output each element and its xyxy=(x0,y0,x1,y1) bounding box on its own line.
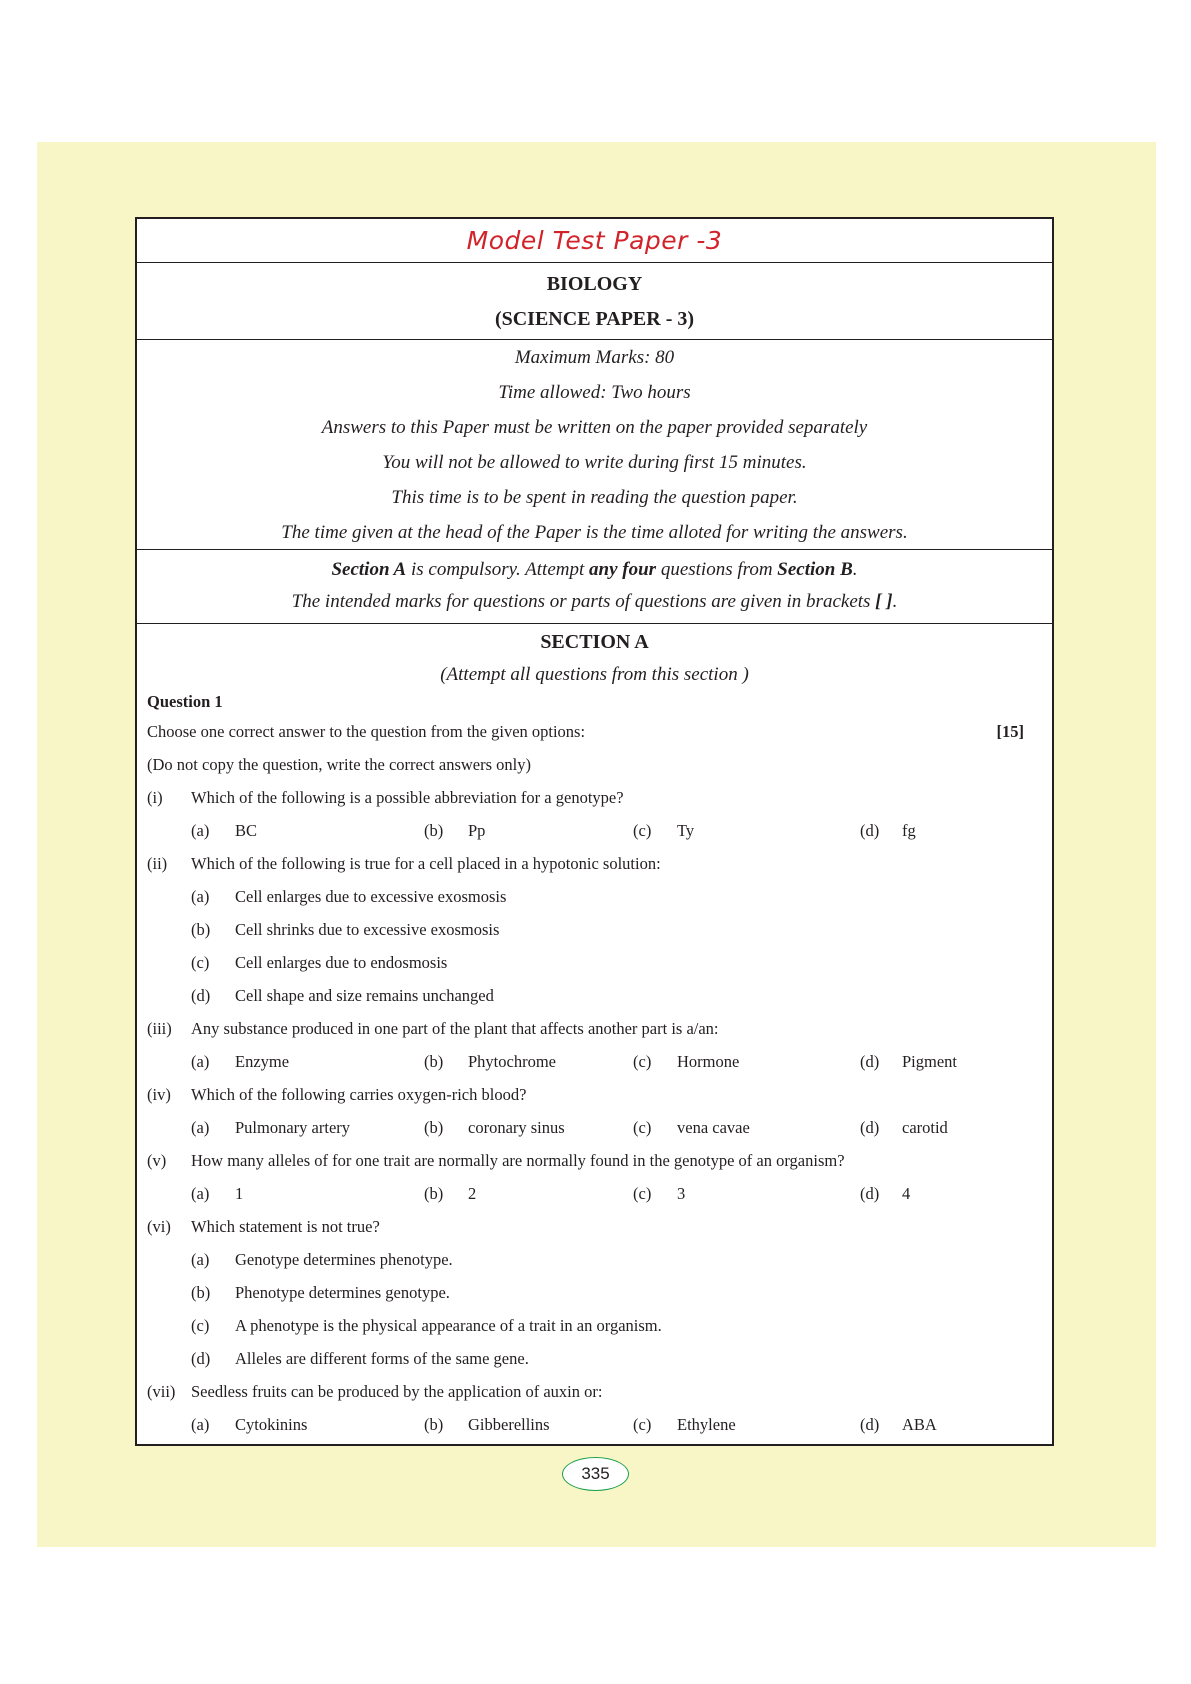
option-text: Pulmonary artery xyxy=(235,1118,351,1137)
option-label: (b) xyxy=(424,1415,444,1434)
option-line xyxy=(137,951,1052,975)
option-line xyxy=(137,1281,1052,1305)
instruction-line: The time given at the head of the Paper is the time alloted for writing the answers. xyxy=(281,522,908,543)
option-label: (b) xyxy=(191,1283,211,1302)
question-text: Which of the following is a possible abbreviation for a genotype? xyxy=(191,788,624,807)
option-line xyxy=(137,1314,1052,1338)
sub-question xyxy=(137,1215,1052,1239)
compulsory-note: Section A is compulsory. Attempt any four questions from Section B. xyxy=(331,559,858,580)
option-text: Pigment xyxy=(902,1052,958,1071)
option-label: (a) xyxy=(191,1184,210,1203)
question-text: Any substance produced in one part of the plant that affects another part is a/an: xyxy=(191,1019,719,1038)
question-marks: [15] xyxy=(996,722,1024,741)
question-number: (iv) xyxy=(147,1085,171,1104)
question-text: Which of the following is true for a cell placed in a hypotonic solution: xyxy=(191,854,661,873)
option-line xyxy=(137,918,1052,942)
option-text: Phenotype determines genotype. xyxy=(235,1283,450,1302)
option-text: A phenotype is the physical appearance of a trait in an organism. xyxy=(235,1316,662,1335)
question-note-line xyxy=(137,753,1052,777)
option-line xyxy=(137,984,1052,1008)
sub-question xyxy=(137,852,1052,876)
option-text: carotid xyxy=(902,1118,948,1137)
question-label: Question 1 xyxy=(147,692,223,711)
option-label: (b) xyxy=(424,1184,444,1203)
instruction-line: Answers to this Paper must be written on the paper provided separately xyxy=(321,417,868,438)
question-number: (iii) xyxy=(147,1019,172,1038)
option-label: (d) xyxy=(860,1415,880,1434)
sub-question xyxy=(137,1149,1052,1173)
question-instruction: Choose one correct answer to the question from the given options: xyxy=(147,722,586,741)
option-label: (c) xyxy=(633,1118,652,1137)
option-text: ABA xyxy=(902,1415,937,1434)
option-label: (d) xyxy=(860,1052,880,1071)
question-label-line xyxy=(137,690,1052,714)
option-label: (c) xyxy=(191,953,210,972)
option-text: Gibberellins xyxy=(468,1415,550,1434)
sub-question xyxy=(137,1017,1052,1041)
option-text: Genotype determines phenotype. xyxy=(235,1250,453,1269)
option-text: Pp xyxy=(468,821,486,840)
option-label: (c) xyxy=(191,1316,210,1335)
question-number: (vi) xyxy=(147,1217,171,1236)
question-instruction-line xyxy=(137,720,1052,744)
option-text: Hormone xyxy=(677,1052,740,1071)
option-text: 2 xyxy=(468,1184,477,1203)
question-text: Which statement is not true? xyxy=(191,1217,380,1236)
options-row xyxy=(137,1413,1052,1437)
instruction-line: This time is to be spent in reading the question paper. xyxy=(391,487,798,508)
option-text: Ethylene xyxy=(677,1415,736,1434)
question-number: (vii) xyxy=(147,1382,176,1401)
option-text: Cytokinins xyxy=(235,1415,308,1434)
question-text: Seedless fruits can be produced by the application of auxin or: xyxy=(191,1382,603,1401)
option-line xyxy=(137,1347,1052,1371)
option-label: (b) xyxy=(191,920,211,939)
option-text: Phytochrome xyxy=(468,1052,556,1071)
option-text: 4 xyxy=(902,1184,911,1203)
section-heading: SECTION A xyxy=(540,631,649,653)
option-label: (a) xyxy=(191,1052,210,1071)
question-text: How many alleles of for one trait are normally are normally found in the genotype of an organism? xyxy=(191,1151,845,1170)
options-row xyxy=(137,819,1052,843)
option-text: fg xyxy=(902,821,916,840)
option-label: (b) xyxy=(424,1118,444,1137)
option-label: (d) xyxy=(191,986,211,1005)
option-label: (a) xyxy=(191,1250,210,1269)
question-number: (v) xyxy=(147,1151,167,1170)
option-label: (d) xyxy=(860,1118,880,1137)
marks-note: The intended marks for questions or parts of questions are given in brackets [ ]. xyxy=(291,591,898,612)
option-text: coronary sinus xyxy=(468,1118,565,1137)
option-label: (c) xyxy=(633,1052,652,1071)
sections-note-block xyxy=(137,549,1052,624)
option-text: Cell enlarges due to excessive exosmosis xyxy=(235,887,507,906)
option-text: vena cavae xyxy=(677,1118,750,1137)
option-text: Alleles are different forms of the same gene. xyxy=(235,1349,529,1368)
sub-question xyxy=(137,786,1052,810)
options-row xyxy=(137,1182,1052,1206)
option-label: (d) xyxy=(191,1349,211,1368)
option-text: Cell shape and size remains unchanged xyxy=(235,986,494,1005)
option-label: (c) xyxy=(633,821,652,840)
option-label: (d) xyxy=(860,1184,880,1203)
instruction-line: You will not be allowed to write during first 15 minutes. xyxy=(382,452,807,473)
option-text: 3 xyxy=(677,1184,686,1203)
paper-name: (SCIENCE PAPER - 3) xyxy=(494,308,695,330)
section-subheading: (Attempt all questions from this section ) xyxy=(440,664,749,685)
options-row xyxy=(137,1050,1052,1074)
option-label: (b) xyxy=(424,1052,444,1071)
question-number: (ii) xyxy=(147,854,168,873)
option-label: (a) xyxy=(191,1415,210,1434)
option-label: (c) xyxy=(633,1415,652,1434)
question-number: (i) xyxy=(147,788,163,807)
instruction-line: Time allowed: Two hours xyxy=(498,382,691,403)
question-text: Which of the following carries oxygen-rich blood? xyxy=(191,1085,527,1104)
options-row xyxy=(137,1116,1052,1140)
sub-question xyxy=(137,1083,1052,1107)
option-label: (c) xyxy=(633,1184,652,1203)
option-text: Cell enlarges due to endosmosis xyxy=(235,953,448,972)
option-label: (b) xyxy=(424,821,444,840)
option-text: BC xyxy=(235,821,258,840)
instructions-block xyxy=(137,339,1052,550)
subject-name: BIOLOGY xyxy=(546,273,643,295)
sub-question xyxy=(137,1380,1052,1404)
option-text: 1 xyxy=(235,1184,244,1203)
question-note: (Do not copy the question, write the correct answers only) xyxy=(147,755,531,774)
instruction-line: Maximum Marks: 80 xyxy=(514,347,675,368)
option-label: (a) xyxy=(191,1118,210,1137)
option-label: (a) xyxy=(191,821,210,840)
title-row xyxy=(137,219,1052,263)
subject-row xyxy=(137,262,1052,340)
option-text: Ty xyxy=(677,821,695,840)
paper-title: Model Test Paper -3 xyxy=(466,226,723,255)
option-line xyxy=(137,1248,1052,1272)
question-paper-frame xyxy=(135,217,1054,1446)
option-text: Enzyme xyxy=(235,1052,290,1071)
option-text: Cell shrinks due to excessive exosmosis xyxy=(235,920,500,939)
option-label: (d) xyxy=(860,821,880,840)
option-label: (a) xyxy=(191,887,210,906)
option-line xyxy=(137,885,1052,909)
page-number: 335 xyxy=(562,1457,629,1491)
